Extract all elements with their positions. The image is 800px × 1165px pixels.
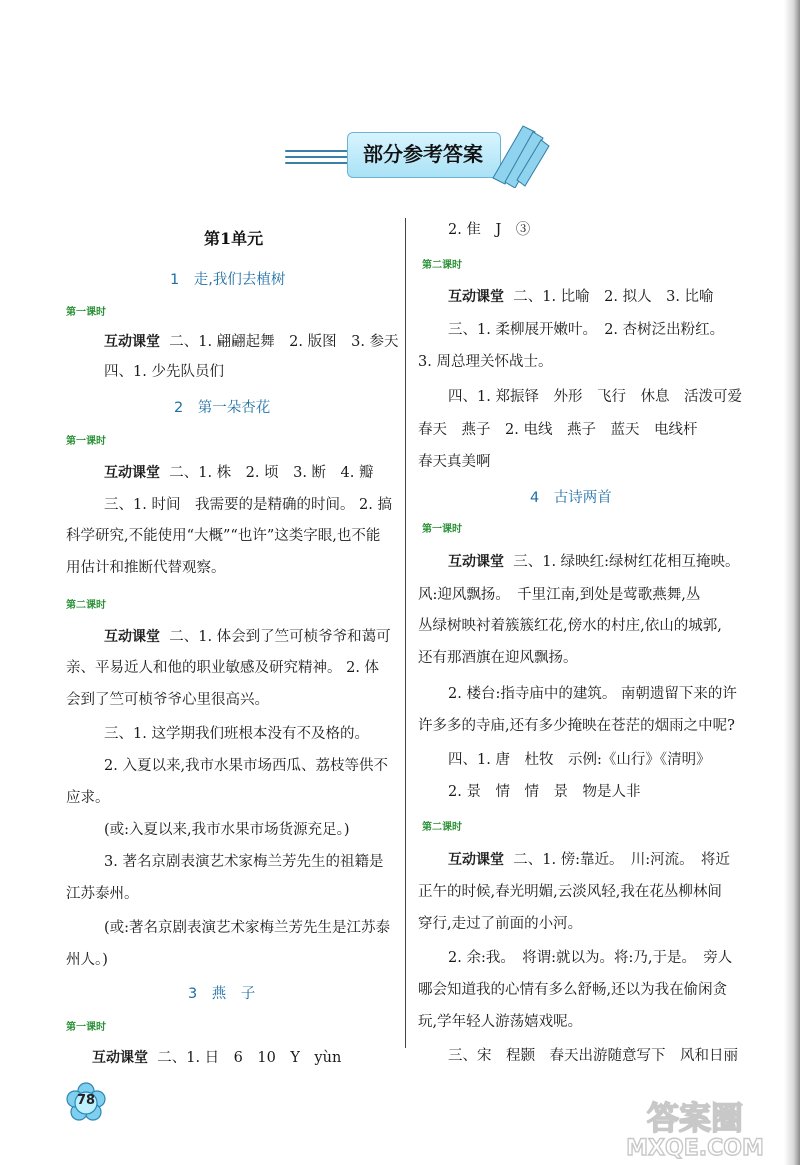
answer-line: 丛绿树映衬着簇簇红花,傍水的村庄,依山的城郭, <box>418 618 722 634</box>
answer-line: 三、1. 柔柳展开嫩叶。 2. 杏树泛出粉红。 <box>448 322 725 338</box>
answer-text: 二、1. 日 6 10 Y yùn <box>157 1050 342 1066</box>
answer-line: 2. 入夏以来,我市水果市场西瓜、荔枝等供不 <box>104 758 389 774</box>
answer-line: 三、1. 时间 我需要的是精确的时间。 2. 搞 <box>104 497 392 513</box>
period-label: 第一课时 <box>66 307 106 318</box>
answer-line: 3. 著名京剧表演艺术家梅兰芳先生的祖籍是 <box>104 854 384 870</box>
period-label: 第二课时 <box>66 600 106 611</box>
section-heading: 互动课堂 <box>448 852 504 868</box>
answer-line: 还有那酒旗在迎风飘扬。 <box>418 650 578 666</box>
answer-line: 2. 楼台:指寺庙中的建筑。 南朝遗留下来的许 <box>448 686 737 702</box>
period-label: 第二课时 <box>422 822 462 833</box>
page-edge-shadow <box>784 0 800 1165</box>
answer-line: 3. 周总理关怀战士。 <box>418 354 553 370</box>
answer-line: 穿行,走过了前面的小河。 <box>418 916 583 932</box>
answer-text: 二、1. 比喻 2. 拟人 3. 比喻 <box>513 289 714 305</box>
answer-line: 2. 隹 J ③ <box>448 222 531 238</box>
answer-line: 四、1. 唐 杜牧 示例:《山行》《清明》 <box>448 752 711 768</box>
lesson-title: 1 走,我们去植树 <box>170 272 286 288</box>
section-heading: 互动课堂 <box>104 334 160 350</box>
column-divider <box>405 218 406 1048</box>
section-heading: 互动课堂 <box>448 554 504 570</box>
answer-line <box>104 330 399 351</box>
lesson-title: 2 第一朵杏花 <box>174 400 271 416</box>
answer-line: 2. 景 情 情 景 物是人非 <box>448 784 641 800</box>
answer-line: 三、宋 程颢 春天出游随意写下 风和日丽 <box>448 1048 738 1064</box>
answer-line <box>104 625 391 646</box>
page-title: 部分参考答案 <box>363 142 483 166</box>
answer-line: 会到了竺可桢爷爷心里很高兴。 <box>66 692 269 708</box>
answer-line: 科学研究,不能使用“大概”“也许”这类字眼,也不能 <box>66 528 381 544</box>
answer-line: 2. 余:我。 将谓:就以为。将:乃,于是。 旁人 <box>448 950 733 966</box>
answer-text: 三、1. 绿映红:绿树红花相互掩映。 <box>513 554 740 570</box>
answer-line: 三、1. 这学期我们班根本没有不及格的。 <box>104 726 369 742</box>
answer-text: 二、1. 傍:靠近。 川:河流。 将近 <box>513 852 730 868</box>
watermark-line1: 答案圈 <box>646 1099 744 1137</box>
watermark-line2: MXQE.COM <box>626 1136 764 1159</box>
answer-line: 许多多的寺庙,还有多少掩映在苍茫的烟雨之中呢? <box>418 718 735 734</box>
header-banner <box>285 112 555 192</box>
answer-line: 哪会知道我的心情有多么舒畅,还以为我在偷闲贪 <box>418 982 728 998</box>
answer-line <box>448 550 740 571</box>
answer-line: (或:入夏以来,我市水果市场货源充足。) <box>104 822 350 838</box>
answer-line: 江苏泰州。 <box>66 886 139 902</box>
answer-line: (或:著名京剧表演艺术家梅兰芳先生是江苏泰 <box>104 920 391 936</box>
watermark-logo <box>600 1093 790 1159</box>
answer-line: 春天真美啊 <box>418 454 491 470</box>
answer-text: 二、1. 翩翩起舞 2. 版图 3. 参天 <box>169 334 399 350</box>
lesson-title: 3 燕 子 <box>188 986 256 1002</box>
answer-line: 四、1. 少先队员们 <box>104 364 224 380</box>
lesson-title: 4 古诗两首 <box>530 490 612 506</box>
period-label: 第一课时 <box>66 1022 106 1033</box>
period-label: 第二课时 <box>422 260 462 271</box>
section-heading: 互动课堂 <box>448 289 504 305</box>
answer-line <box>448 848 730 869</box>
answer-line: 用估计和推断代替观察。 <box>66 560 226 576</box>
period-label: 第一课时 <box>66 436 106 447</box>
answer-line: 州人。) <box>66 952 108 968</box>
answer-line: 四、1. 郑振铎 外形 飞行 休息 活泼可爱 <box>448 389 742 405</box>
answer-line <box>448 285 714 306</box>
section-heading: 互动课堂 <box>104 629 160 645</box>
period-label: 第一课时 <box>422 524 462 535</box>
section-heading: 互动课堂 <box>92 1050 148 1066</box>
section-heading: 互动课堂 <box>104 465 160 481</box>
page-number: 78 <box>76 1093 96 1108</box>
answer-line: 风:迎风飘扬。 千里江南,到处是莺歌燕舞,丛 <box>418 587 701 603</box>
answer-line <box>104 461 374 482</box>
pencils-icon <box>483 118 553 188</box>
answer-line: 春天 燕子 2. 电线 燕子 蓝天 电线杆 <box>418 422 698 438</box>
answer-line <box>92 1046 341 1067</box>
answer-line: 亲、平易近人和他的职业敏感及研究精神。 2. 体 <box>66 660 380 676</box>
unit-heading: 第1单元 <box>204 229 264 248</box>
answer-line: 正午的时候,春光明媚,云淡风轻,我在花丛柳林间 <box>418 884 722 900</box>
answer-line: 应求。 <box>66 790 110 806</box>
answer-text: 二、1. 株 2. 顷 3. 断 4. 瓣 <box>169 465 374 481</box>
answer-text: 二、1. 体会到了竺可桢爷爷和蔼可 <box>169 629 391 645</box>
answer-line: 玩,学年轻人游荡嬉戏呢。 <box>418 1014 583 1030</box>
